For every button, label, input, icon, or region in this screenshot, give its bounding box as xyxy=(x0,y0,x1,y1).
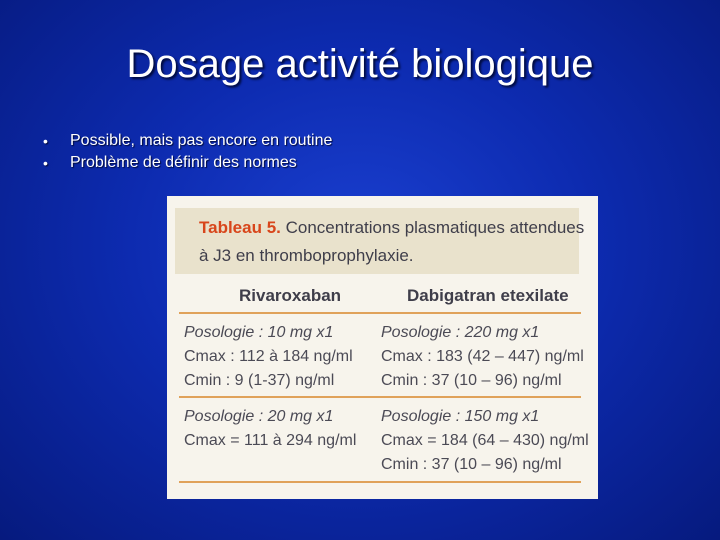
bullet-text: Possible, mais pas encore en routine xyxy=(70,132,333,149)
table-caption-lead: Tableau 5. xyxy=(199,218,281,237)
bullet-item xyxy=(40,152,332,174)
table-cell-rivaroxaban-dose1 xyxy=(184,321,353,393)
cell-line: Posologie : 10 mg x1 xyxy=(184,324,334,341)
table-cell-dabigatran-dose1 xyxy=(381,321,584,393)
table-cell-dabigatran-dose2 xyxy=(381,405,589,477)
header-divider xyxy=(179,312,581,314)
cell-line: Cmin : 37 (10 – 96) ng/ml xyxy=(381,456,562,473)
cell-line: Cmax : 112 à 184 ng/ml xyxy=(184,348,353,365)
dosage-table-image xyxy=(167,196,598,499)
cell-line: Posologie : 150 mg x1 xyxy=(381,408,540,425)
bullet-dot-icon: • xyxy=(43,155,48,171)
cell-line: Cmax : 183 (42 – 447) ng/ml xyxy=(381,348,584,365)
column-header-rivaroxaban: Rivaroxaban xyxy=(239,286,342,305)
slide-title: Dosage activité biologique xyxy=(126,42,594,86)
table-cell-rivaroxaban-dose2 xyxy=(184,405,356,453)
column-header-dabigatran: Dabigatran etexilate xyxy=(407,286,569,305)
table-caption-text: Concentrations plasmatiques attendues xyxy=(285,218,585,237)
table-caption-line2: à J3 en thromboprophylaxie. xyxy=(199,246,414,265)
cell-line: Cmax = 184 (64 – 430) ng/ml xyxy=(381,432,589,449)
cell-line: Cmax = 111 à 294 ng/ml xyxy=(184,432,357,449)
bullet-item xyxy=(40,130,332,152)
cell-line: Posologie : 220 mg x1 xyxy=(381,324,540,341)
table-caption xyxy=(199,218,584,238)
bottom-divider xyxy=(179,481,581,483)
cell-line: Cmin : 9 (1-37) ng/ml xyxy=(184,372,335,389)
bullet-dot-icon: • xyxy=(43,133,48,149)
bullet-list xyxy=(40,130,332,174)
cell-line: Posologie : 20 mg x1 xyxy=(184,408,334,425)
row-divider xyxy=(179,396,581,398)
cell-line: Cmin : 37 (10 – 96) ng/ml xyxy=(381,372,562,389)
bullet-text: Problème de définir des normes xyxy=(70,154,297,171)
